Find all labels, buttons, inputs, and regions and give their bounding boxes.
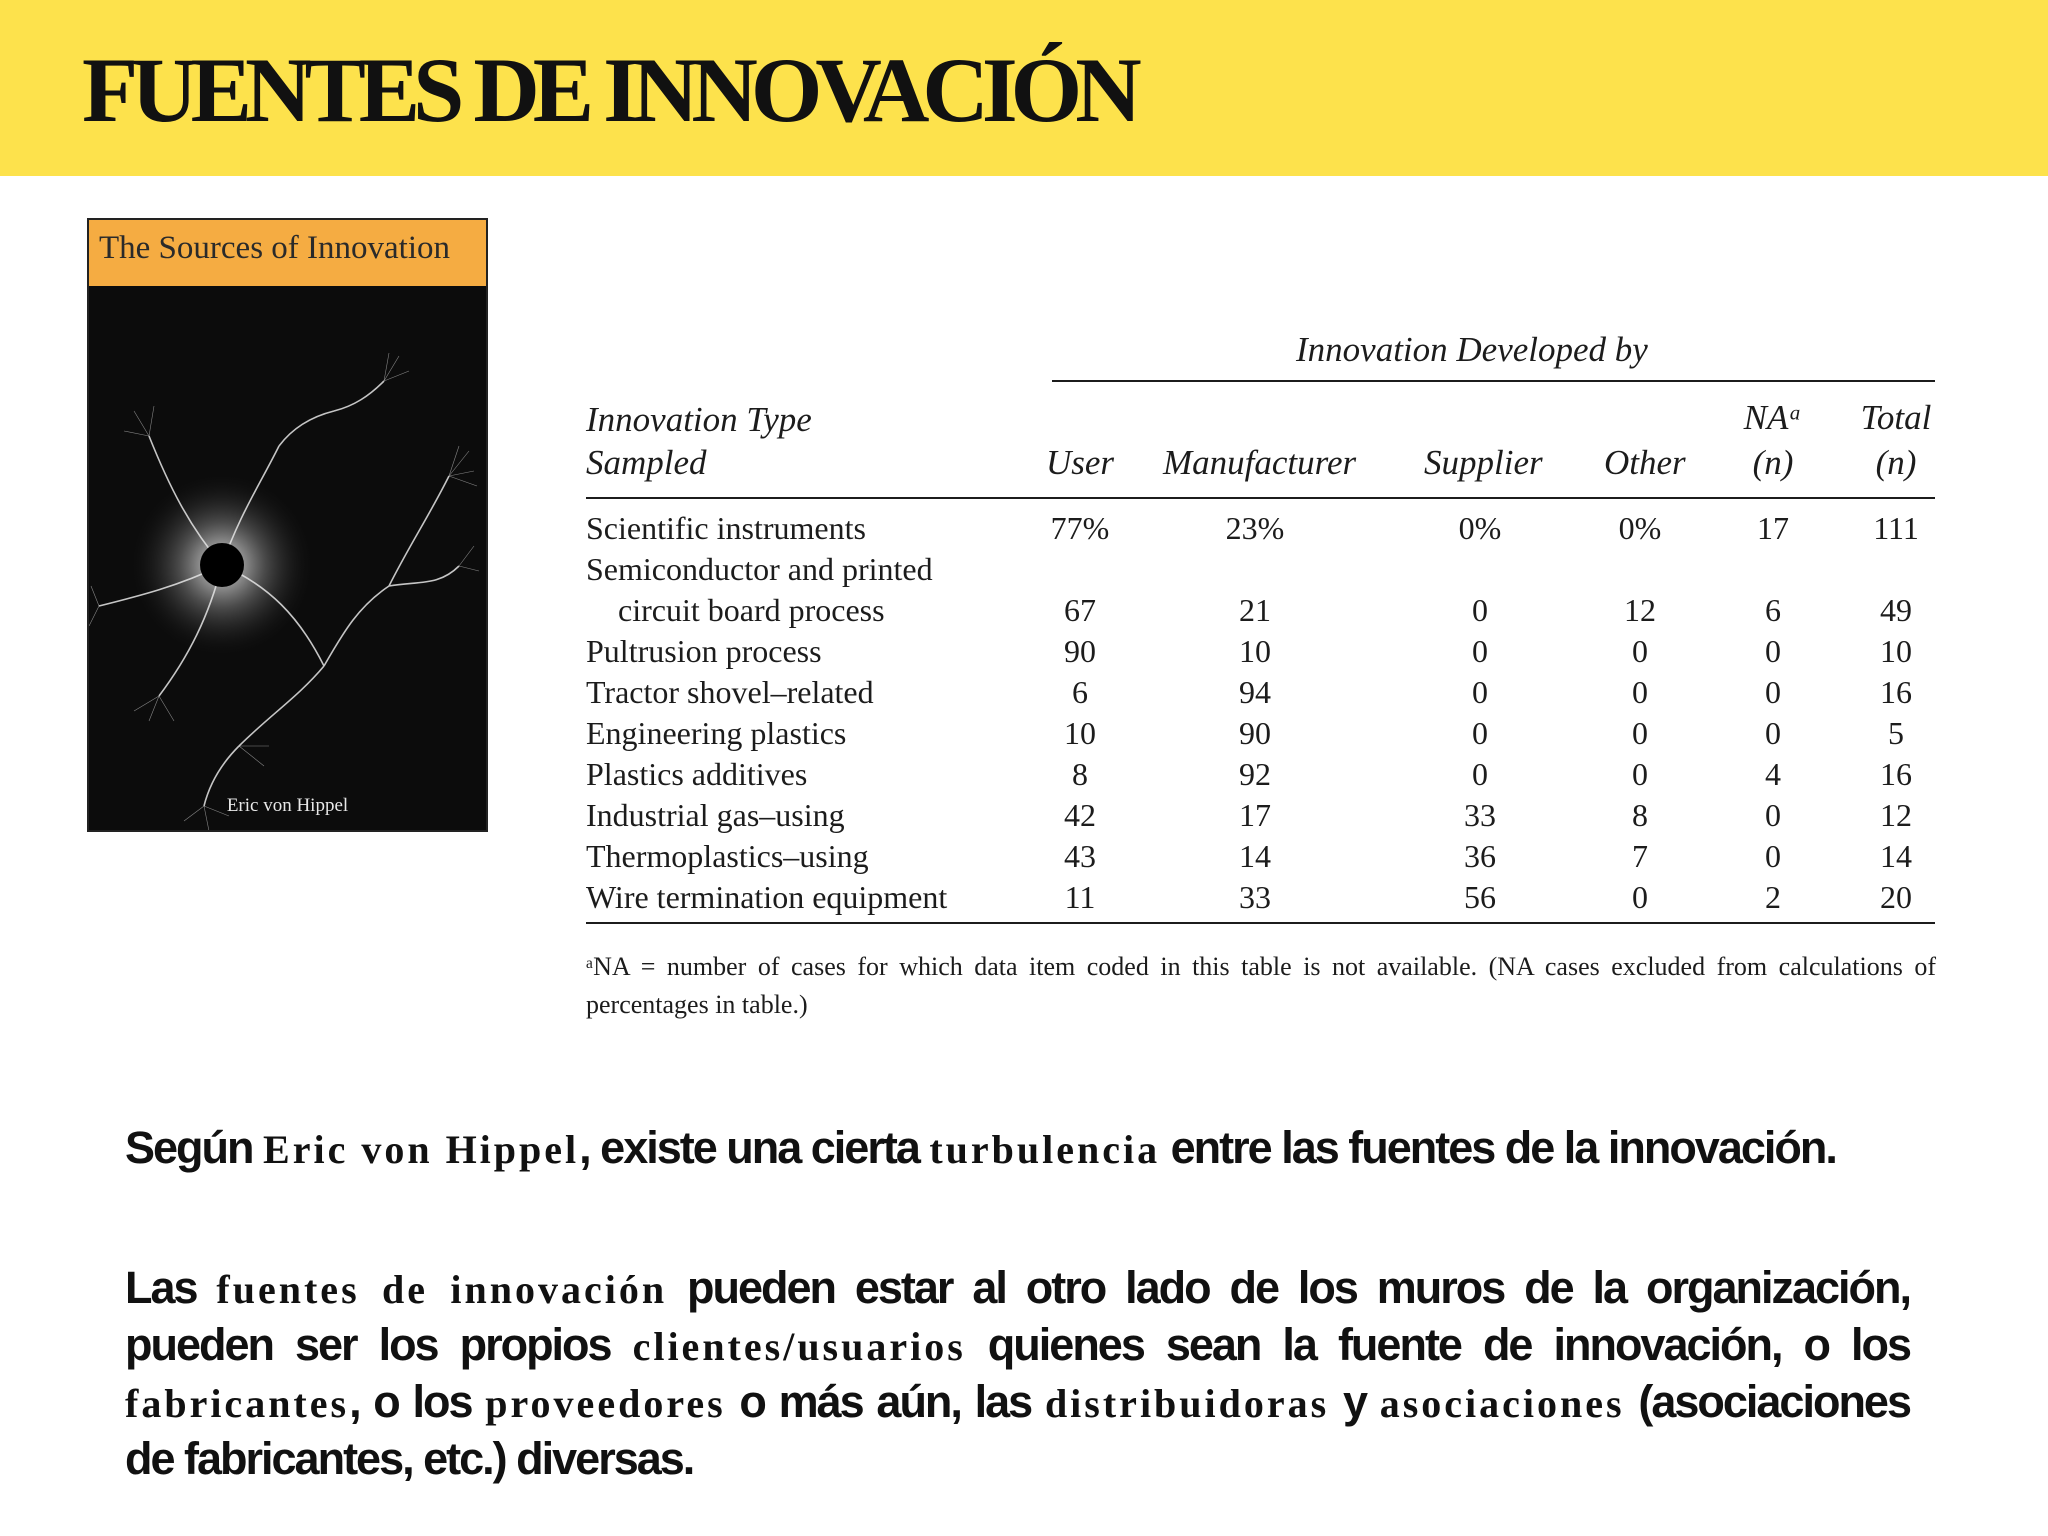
table-cell: 12 xyxy=(1880,797,1912,833)
body-text: Las xyxy=(125,1262,217,1313)
header-rule xyxy=(586,497,1935,499)
group-header-rule xyxy=(1052,380,1935,382)
table-cell: 16 xyxy=(1880,674,1912,710)
table-cell: 0 xyxy=(1472,756,1488,792)
column-header-other: Other xyxy=(1604,443,1686,482)
slide-title: FUENTES DE INNOVACIÓN xyxy=(82,39,1135,141)
table-cell: 12 xyxy=(1624,592,1656,628)
row-label: Tractor shovel–related xyxy=(586,674,874,710)
table-cell: 20 xyxy=(1880,879,1912,915)
table-cell: 33 xyxy=(1239,879,1271,915)
table-footnote: ᵃNA = number of cases for which data item coded in this table is not available. (NA cases excluded from calculations of percentages in table.) xyxy=(586,952,1936,1019)
table-cell: 0 xyxy=(1765,838,1781,874)
body-text: entre las fuentes de la innovación. xyxy=(1160,1122,1836,1173)
table-cell: 23% xyxy=(1225,510,1285,546)
bottom-rule xyxy=(586,922,1935,924)
body-text: , o los xyxy=(349,1376,486,1427)
table-cell: 67 xyxy=(1064,592,1096,628)
type-header-line1: Innovation Type xyxy=(586,400,812,439)
table-group-header: Innovation Developed by xyxy=(1296,330,1648,369)
emphasis-text: fabricantes xyxy=(125,1381,350,1426)
column-header-total-n: (n) xyxy=(1875,443,1917,482)
table-cell: 0 xyxy=(1472,633,1488,669)
table-cell: 36 xyxy=(1464,838,1496,874)
table-cell: 21 xyxy=(1239,592,1271,628)
table-cell: 2 xyxy=(1765,879,1781,915)
book-cover xyxy=(87,218,488,832)
table-cell: 7 xyxy=(1632,838,1648,874)
table-cell: 6 xyxy=(1765,592,1781,628)
body-text: pueden estar al otro lado de los muros de la organización, pueden ser los propios xyxy=(125,1262,1910,1370)
row-label: Scientific instruments xyxy=(586,510,866,546)
table-cell: 0 xyxy=(1632,715,1648,751)
table-cell: 42 xyxy=(1064,797,1096,833)
table-cell: 90 xyxy=(1239,715,1271,751)
emphasis-text: proveedores xyxy=(485,1381,726,1426)
table-cell: 10 xyxy=(1064,715,1096,751)
table-cell: 0 xyxy=(1765,715,1781,751)
row-label: Engineering plastics xyxy=(586,715,847,751)
book-author: Eric von Hippel xyxy=(226,795,349,816)
table-cell: 8 xyxy=(1632,797,1648,833)
table-cell: 17 xyxy=(1239,797,1271,833)
table-cell: 0 xyxy=(1472,715,1488,751)
table-cell: 14 xyxy=(1239,838,1271,874)
row-label: Semiconductor and printed xyxy=(586,551,933,587)
column-header-na-n: (n) xyxy=(1752,443,1794,482)
table-cell: 92 xyxy=(1239,756,1271,792)
table-cell: 0 xyxy=(1632,756,1648,792)
table-cell: 8 xyxy=(1072,756,1088,792)
table-cell: 10 xyxy=(1239,633,1271,669)
body-text: quienes sean la fuente de innovación, o los xyxy=(965,1319,1910,1370)
table-cell: 49 xyxy=(1880,592,1912,628)
row-label: Wire termination equipment xyxy=(586,879,948,915)
book-title-band xyxy=(89,220,486,286)
table-cell: 43 xyxy=(1064,838,1096,874)
column-header-user: User xyxy=(1045,443,1115,482)
table-cell: 111 xyxy=(1873,510,1919,546)
paragraph-2 xyxy=(125,1260,1910,1486)
table-cell: 0% xyxy=(1458,510,1502,546)
type-header-line2: Sampled xyxy=(586,443,707,482)
body-text: Según xyxy=(125,1122,264,1173)
table-cell: 77% xyxy=(1050,510,1110,546)
table-cell: 10 xyxy=(1880,633,1912,669)
book-cover-art xyxy=(89,286,486,832)
table-cell: 17 xyxy=(1757,510,1789,546)
table-cell: 16 xyxy=(1880,756,1912,792)
column-header-total: Total xyxy=(1860,398,1932,437)
body-text: (asociaciones de fabricantes, etc.) diversas. xyxy=(125,1376,1910,1484)
table-cell: 6 xyxy=(1072,674,1088,710)
column-header-supplier: Supplier xyxy=(1424,443,1543,482)
table-cell: 0 xyxy=(1472,592,1488,628)
row-label: Plastics additives xyxy=(586,756,808,792)
row-label: Industrial gas–using xyxy=(586,797,845,833)
table-cell: 11 xyxy=(1064,879,1096,915)
table-cell: 0 xyxy=(1632,674,1648,710)
table-cell: 0 xyxy=(1765,797,1781,833)
table-cell: 0% xyxy=(1618,510,1662,546)
column-header-na: NAᵃ xyxy=(1743,398,1803,437)
emphasis-text: asociaciones xyxy=(1379,1381,1625,1426)
emphasis-text: turbulencia xyxy=(929,1127,1161,1172)
table-cell: 0 xyxy=(1765,633,1781,669)
body-text: y xyxy=(1329,1376,1380,1427)
table-cell: 33 xyxy=(1464,797,1496,833)
table-cell: 0 xyxy=(1632,633,1648,669)
table-cell: 0 xyxy=(1765,674,1781,710)
table-cell: 56 xyxy=(1464,879,1496,915)
body-text: , existe una cierta xyxy=(579,1122,930,1173)
row-label-continued: circuit board process xyxy=(618,592,885,628)
emphasis-text: Eric von Hippel xyxy=(263,1127,580,1172)
table-cell: 4 xyxy=(1765,756,1781,792)
emphasis-text: distribuidoras xyxy=(1044,1381,1330,1426)
column-header-manufacturer: Manufacturer xyxy=(1163,443,1357,482)
body-text: o más aún, las xyxy=(725,1376,1045,1427)
emphasis-text: fuentes de innovación xyxy=(216,1267,668,1312)
paragraph-1 xyxy=(125,1120,1910,1177)
table-cell: 94 xyxy=(1239,674,1271,710)
table-cell: 0 xyxy=(1632,879,1648,915)
table-cell: 5 xyxy=(1888,715,1904,751)
table-cell: 0 xyxy=(1472,674,1488,710)
row-label: Pultrusion process xyxy=(586,633,822,669)
table-cell: 14 xyxy=(1880,838,1912,874)
table-cell: 90 xyxy=(1064,633,1096,669)
title-bar xyxy=(0,0,2048,176)
book-title: The Sources of Innovation xyxy=(99,230,450,266)
emphasis-text: clientes/usuarios xyxy=(632,1324,966,1369)
row-label: Thermoplastics–using xyxy=(586,838,869,874)
